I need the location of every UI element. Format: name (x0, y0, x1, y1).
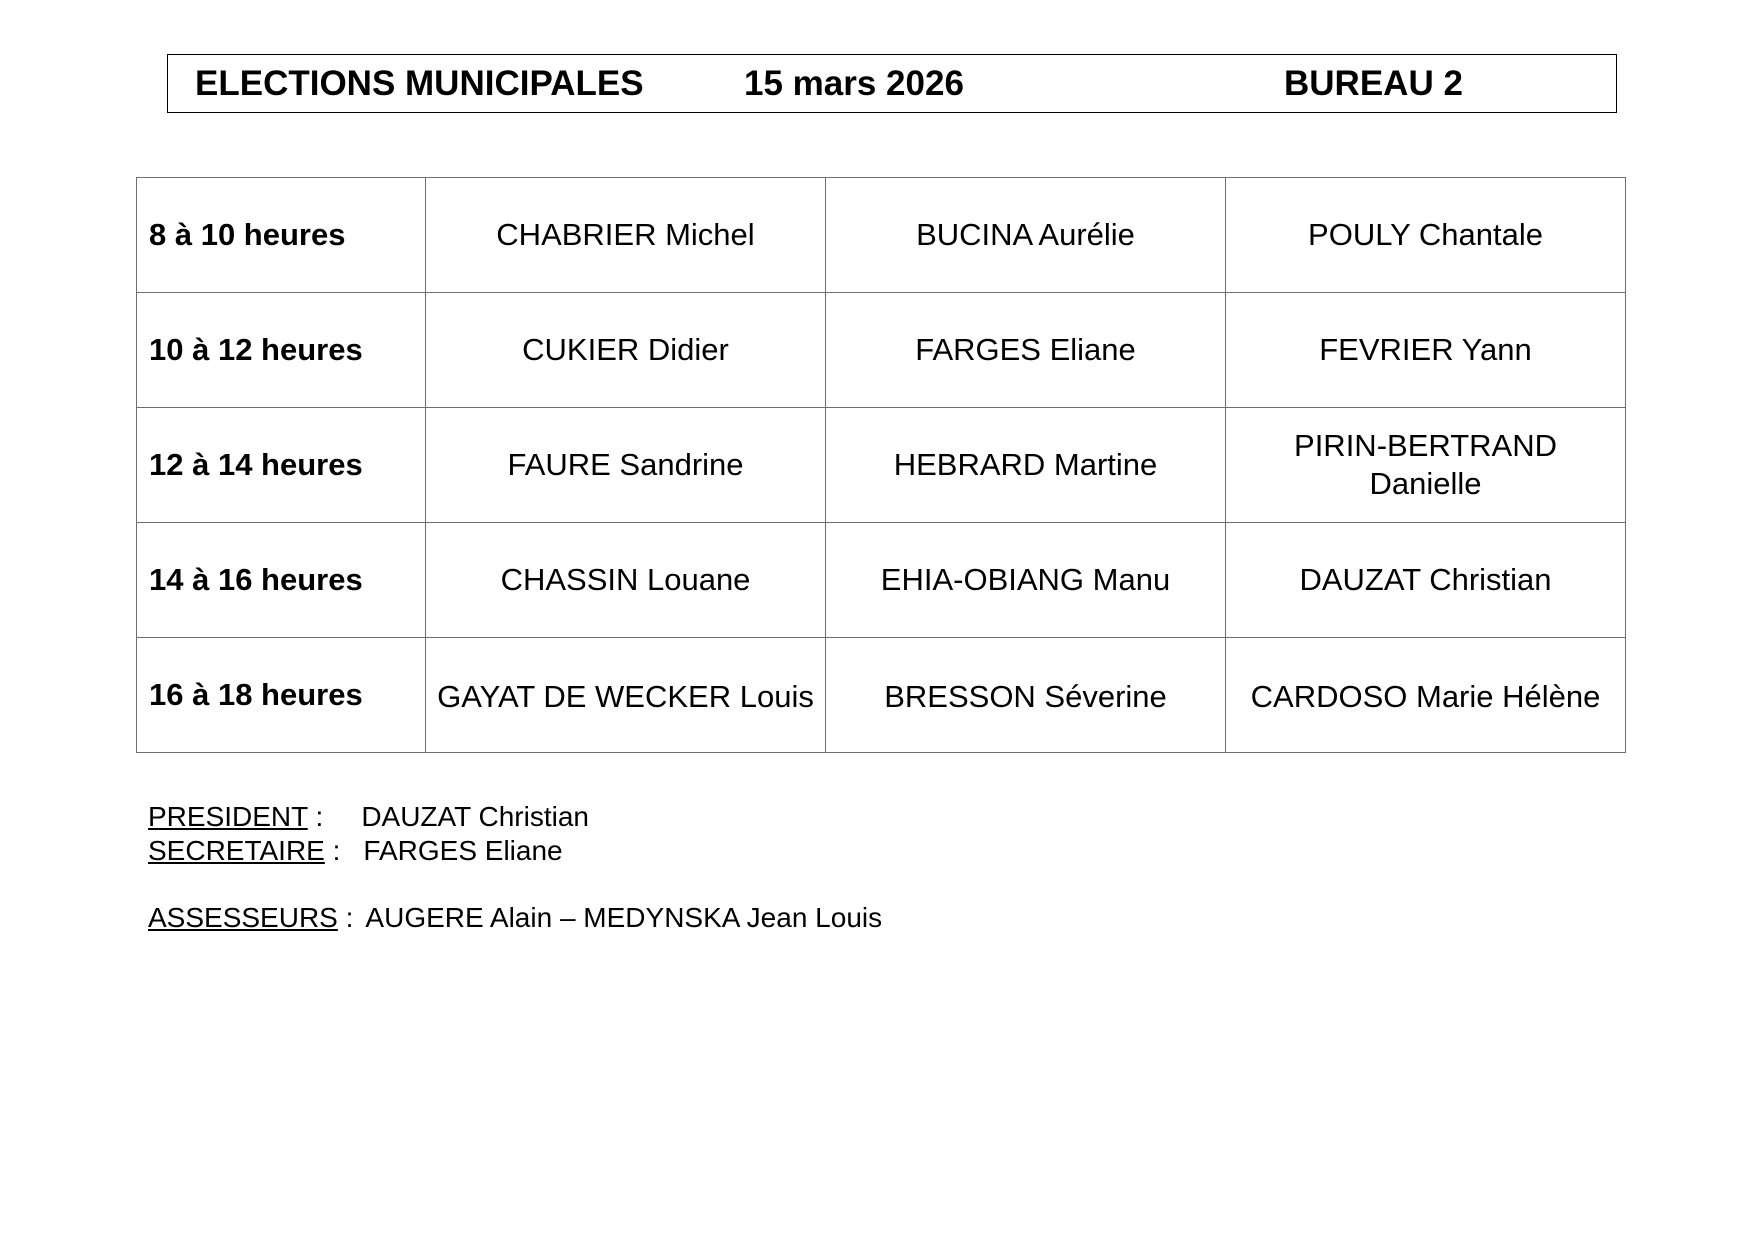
person-cell: POULY Chantale (1226, 178, 1626, 293)
election-date: 15 mars 2026 (744, 64, 964, 103)
assesseurs-names: AUGERE Alain – MEDYNSKA Jean Louis (365, 902, 883, 933)
person-cell: BUCINA Aurélie (826, 178, 1226, 293)
bureau-number: BUREAU 2 (1284, 64, 1463, 103)
person-cell: FEVRIER Yann (1226, 293, 1626, 408)
time-slot-cell: 8 à 10 heures (137, 178, 426, 293)
document-header (167, 54, 1617, 113)
person-cell: HEBRARD Martine (826, 408, 1226, 523)
document-title: ELECTIONS MUNICIPALES (195, 64, 644, 103)
person-cell: PIRIN-BERTRAND Danielle (1226, 408, 1626, 523)
schedule-table (136, 177, 1626, 753)
person-cell: DAUZAT Christian (1226, 523, 1626, 638)
person-cell: GAYAT DE WECKER Louis (426, 638, 826, 753)
person-cell: EHIA-OBIANG Manu (826, 523, 1226, 638)
assesseurs-line (148, 901, 882, 935)
secretaire-name: FARGES Eliane (363, 835, 563, 866)
person-cell: CHABRIER Michel (426, 178, 826, 293)
president-label: PRESIDENT (148, 801, 308, 832)
secretaire-label: SECRETAIRE (148, 835, 325, 866)
assesseurs-label: ASSESSEURS (148, 902, 338, 933)
time-slot-cell: 12 à 14 heures (137, 408, 426, 523)
president-name: DAUZAT Christian (361, 801, 589, 832)
president-line (148, 800, 882, 834)
table-row (137, 523, 1626, 638)
person-cell: CUKIER Didier (426, 293, 826, 408)
person-cell: BRESSON Séverine (826, 638, 1226, 753)
person-cell: FAURE Sandrine (426, 408, 826, 523)
time-slot-cell: 10 à 12 heures (137, 293, 426, 408)
table-row (137, 178, 1626, 293)
assesseurs-separator: : (337, 902, 354, 933)
time-slot-cell: 14 à 16 heures (137, 523, 426, 638)
president-separator: : (307, 801, 324, 832)
time-slot-cell: 16 à 18 heures (137, 638, 426, 753)
person-cell: CHASSIN Louane (426, 523, 826, 638)
table-row (137, 408, 1626, 523)
secretaire-line (148, 834, 882, 868)
table-row (137, 293, 1626, 408)
person-cell: FARGES Eliane (826, 293, 1226, 408)
roles-section (148, 800, 882, 935)
secretaire-separator: : (324, 835, 341, 866)
table-row (137, 638, 1626, 753)
person-cell: CARDOSO Marie Hélène (1226, 638, 1626, 753)
spacer (148, 868, 882, 901)
